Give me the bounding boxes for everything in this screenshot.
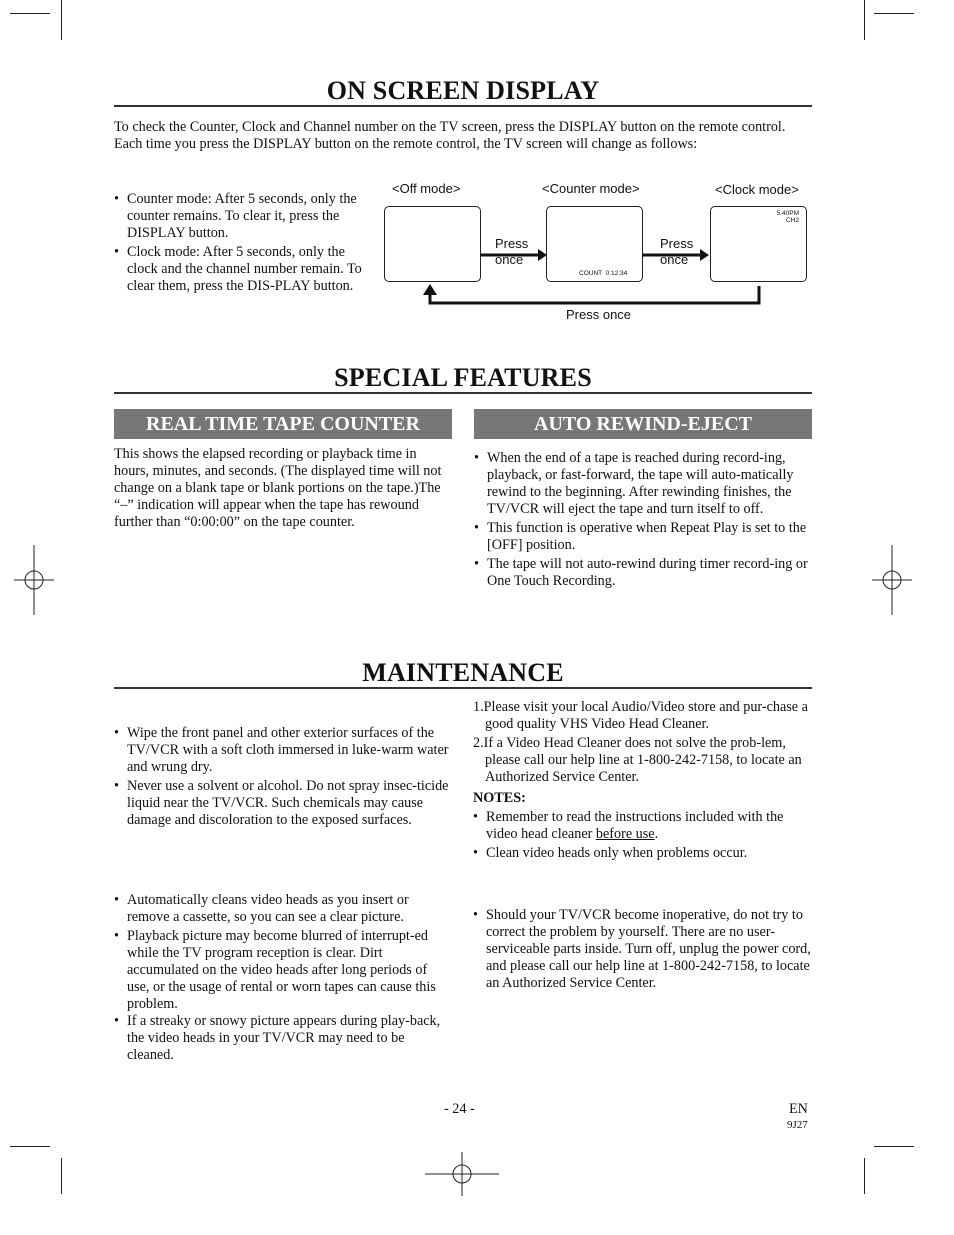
- notes-bullets: [473, 809, 813, 864]
- are-bullet: • This function is operative when Repeat Play is set to the [OFF] position.: [474, 520, 812, 554]
- step-item: 2.If a Video Head Cleaner does not solve the prob-lem, please call our help line at 1-800-242-7158, to locate an Authorized Service Center.: [473, 735, 802, 785]
- off-mode-label: <Off mode>: [392, 181, 461, 196]
- crop-mark: [61, 0, 62, 40]
- crop-mark: [874, 1146, 914, 1147]
- maintenance-bullet: • Automatically cleans video heads as you insert or remove a cassette, so you can see a clear picture.: [114, 892, 450, 926]
- registration-mark: [425, 1152, 499, 1196]
- document-code: 9J27: [787, 1119, 808, 1131]
- special-title: SPECIAL FEATURES: [334, 363, 592, 392]
- service-item: • Should your TV/VCR become inoperative, do not try to correct the problem by yourself. There are no user-serviceable parts inside. Turn off, unplug the power cord, and please call our help line at 1-800-242-7158, to locate an Authorized Service Center.: [473, 907, 813, 992]
- are-bullet: • The tape will not auto-rewind during timer record-ing or One Touch Recording.: [474, 556, 812, 590]
- counter-readout: COUNT 0:12:34: [579, 270, 628, 277]
- maintenance-bullet-continuation: • If a streaky or snowy picture appears during play-back, the video heads in your TV/VCR may need to be cleaned.: [114, 1013, 450, 1064]
- step-item: 1.Please visit your local Audio/Video store and pur-chase a good quality VHS Video Head Cleaner.: [473, 699, 808, 732]
- press-once-bottom: Press once: [566, 307, 632, 322]
- clock-mode-label: <Clock mode>: [715, 182, 799, 197]
- are-bullets: [474, 450, 812, 592]
- counter-mode-label: <Counter mode>: [542, 181, 640, 196]
- maintenance-bullet: • Never use a solvent or alcohol. Do not spray insec-ticide liquid near the TV/VCR. Such chemicals may cause damage and discoloration to the exposed surfaces.: [114, 778, 450, 829]
- crop-mark: [10, 13, 50, 14]
- are-heading: AUTO REWIND-EJECT: [474, 409, 812, 439]
- rttc-text: This shows the elapsed recording or playback time in hours, minutes, and seconds. (The displayed time will not change on a blank tape or blank portions on the tape.)The “–” indication will appear when the tape has rewound further than “0:00:00” on the tape counter.: [114, 446, 442, 530]
- osd-bullets: [114, 191, 366, 297]
- are-bullet: • When the end of a tape is reached during record-ing, playback, or fast-forward, the tape will auto-matically rewind to the beginning. After rewinding finishes, the TV/VCR will eject the tape and turn itself to off.: [474, 450, 812, 518]
- press-once-label-2: Press once: [660, 236, 694, 267]
- note-item: • Remember to read the instructions included with the video head cleaner before use.: [473, 809, 813, 843]
- clock-time: 5:40PM: [776, 210, 799, 217]
- osd-intro: To check the Counter, Clock and Channel number on the TV screen, press the DISPLAY button on the remote control. Each time you press the DISPLAY button on the remote control, the TV screen will change as follows:: [114, 119, 786, 152]
- osd-bullet: • Counter mode: After 5 seconds, only the counter remains. To clear it, press the DISPLAY button.: [114, 191, 366, 242]
- maintenance-bullet: • Wipe the front panel and other exterior surfaces of the TV/VCR with a soft cloth immersed in luke-warm water and wrung dry.: [114, 725, 450, 776]
- crop-mark: [864, 1158, 865, 1194]
- service-bullets: [473, 907, 813, 994]
- maintenance-title: MAINTENANCE: [362, 658, 564, 687]
- registration-mark: [872, 545, 912, 615]
- crop-mark: [864, 0, 865, 40]
- maintenance-rule: [114, 687, 812, 689]
- registration-mark: [14, 545, 54, 615]
- press-once-label-1: Press once: [495, 236, 529, 267]
- crop-mark: [61, 1158, 62, 1194]
- crop-mark: [10, 1146, 50, 1147]
- head-cleaner-steps: [473, 699, 813, 788]
- osd-bullet: • Clock mode: After 5 seconds, only the clock and the channel number remain. To clear them, press the DIS-PLAY button.: [114, 244, 366, 295]
- clock-channel: CH2: [785, 217, 799, 224]
- maintenance-bullet: • Playback picture may become blurred of interrupt-ed while the TV program reception is clear. Dirt accumulated on the video heads after long periods of use, or the usage of rental or worn tapes can cause this problem.: [114, 928, 450, 1013]
- osd-title: ON SCREEN DISPLAY: [326, 76, 600, 105]
- language-code: EN: [789, 1101, 808, 1117]
- rttc-heading: REAL TIME TAPE COUNTER: [114, 409, 452, 439]
- flow-arrows: [380, 200, 780, 310]
- note-item: • Clean video heads only when problems occur.: [473, 845, 813, 862]
- crop-mark: [874, 13, 914, 14]
- head-cleaning-bullets: [114, 892, 450, 1066]
- maintenance-cleaning-bullets: [114, 725, 450, 831]
- page-number: - 24 -: [444, 1101, 475, 1117]
- notes-label: NOTES:: [473, 790, 526, 806]
- osd-rule: [114, 105, 812, 107]
- special-rule: [114, 392, 812, 394]
